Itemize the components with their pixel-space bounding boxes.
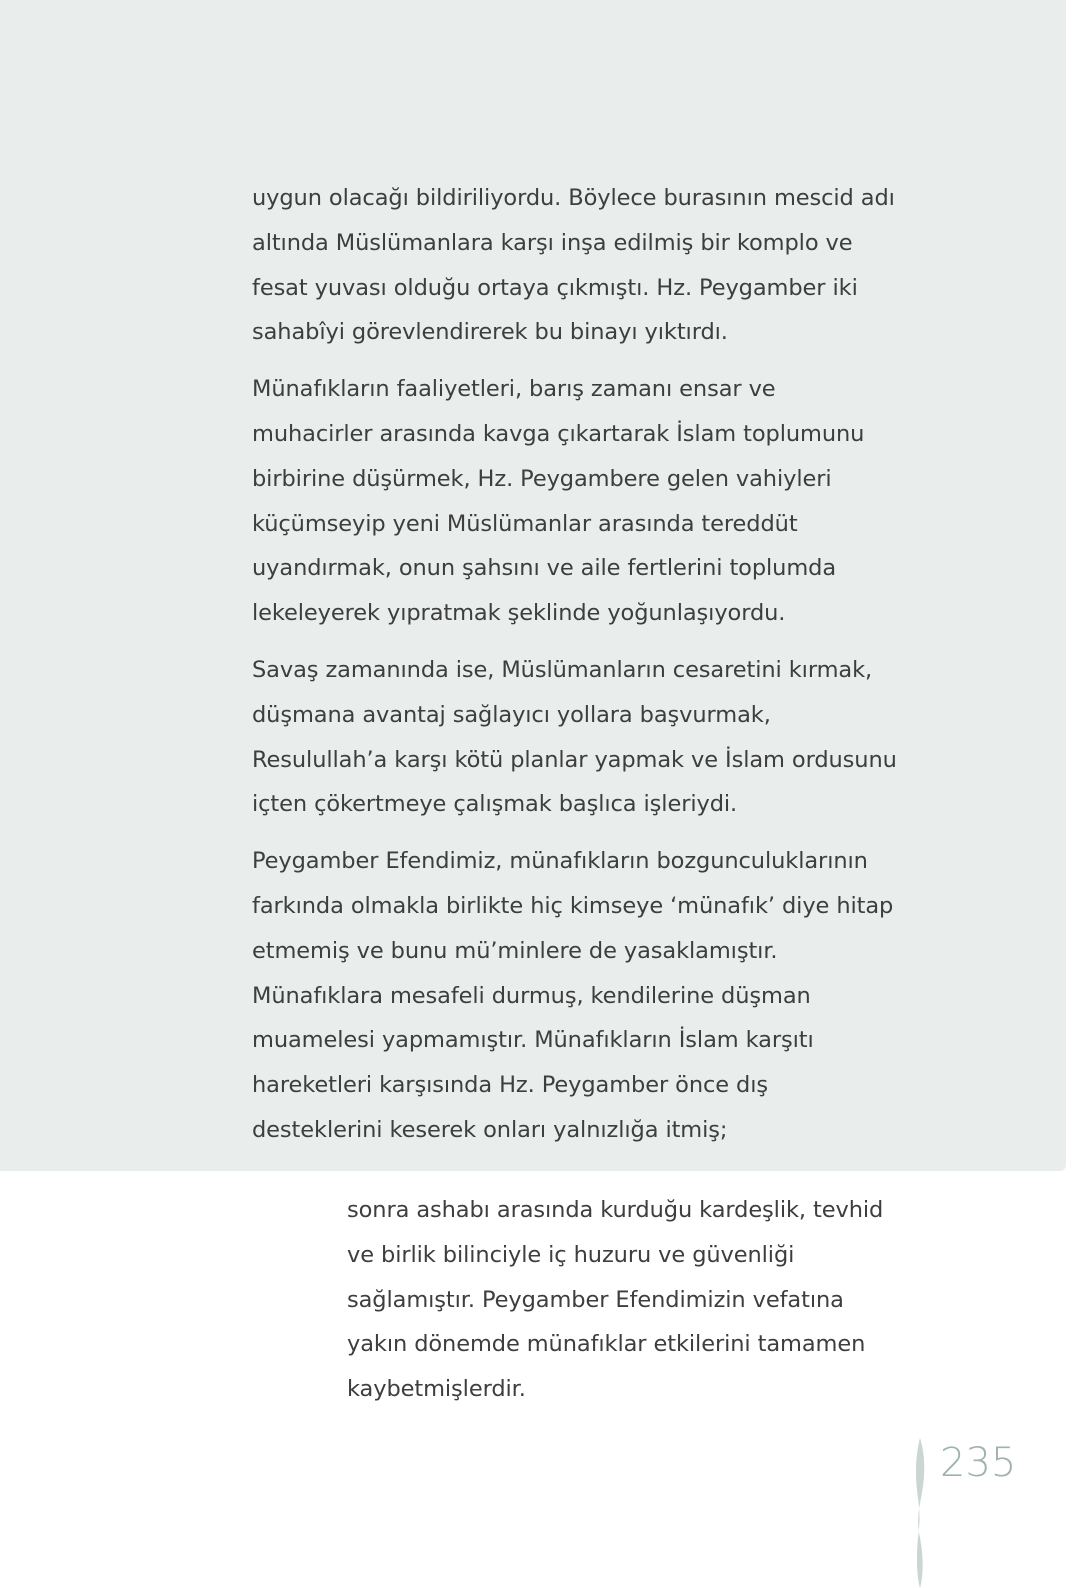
paragraph-2: Münafıkların faaliyetleri, barış zamanı ensar ve muhacirler arasında kavga çıkartarak İslam toplumunu birbirine düşürmek, Hz. Peygambere gelen vahiyleri küçümseyip yeni Müslümanlar arasında tereddüt uyandırmak, onun şahsını ve aile fertlerini toplumda lekeleyerek yıpratmak şeklinde yoğunlaşıyordu. xyxy=(252,376,865,627)
continuation-paragraph: sonra ashabı arasında kurduğu kardeşlik, tevhid ve birlik bilinciyle iç huzuru ve güvenliği sağlamıştır. Peygamber Efendimizin vefatına yakın dönemde münafıklar etkilerini tamamen kaybetmişlerdir. xyxy=(347,1197,884,1403)
paragraph-3: Savaş zamanında ise, Müslümanların cesaretini kırmak, düşmana avantaj sağlayıcı yollara başvurmak, Resulullah’a karşı kötü planlar yapmak ve İslam ordusunu içten çökertmeye çalışmak başlıca işleriydi. xyxy=(252,656,897,818)
leaf-ornament-icon xyxy=(912,1438,928,1588)
page-number: 235 xyxy=(940,1440,1017,1486)
main-text-column xyxy=(252,176,902,1165)
paragraph-1: uygun olacağı bildiriliyordu. Böylece burasının mescid adı altında Müslümanlara karşı inşa edilmiş bir komplo ve fesat yuvası olduğu ortaya çıkmıştı. Hz. Peygamber iki sahabîyi görevlendirerek bu binayı yıktırdı. xyxy=(252,185,895,346)
paragraph-4: Peygamber Efendimiz, münafıkların bozgunculuklarının farkında olmakla birlikte hiç kimseye ‘münafık’ diye hitap etmemiş ve bunu mü’minlere de yasaklamıştır. Münafıklara mesafeli durmuş, kendilerine düşman muamelesi yapmamıştır. Münafıkların İslam karşıtı hareketleri karşısında Hz. Peygamber önce dış desteklerini keserek onları yalnızlığa itmiş; xyxy=(252,848,894,1143)
